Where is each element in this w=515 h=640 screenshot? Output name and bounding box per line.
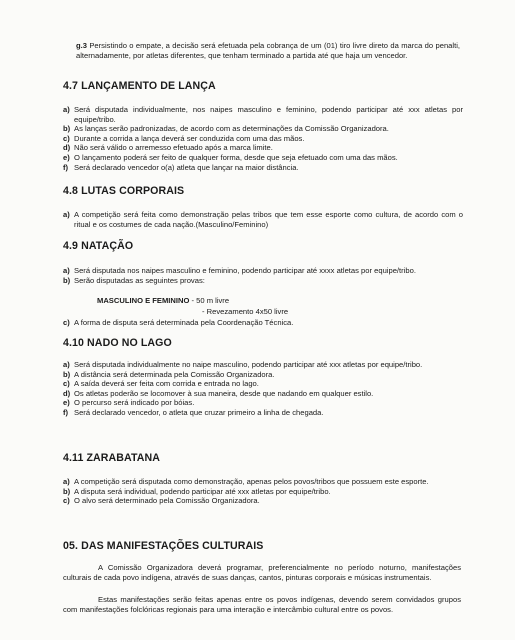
section-4-9-list (63, 266, 463, 285)
list-item: f) Será declarado vencedor o(a) atleta que lançar na maior distância. (63, 162, 299, 172)
section-heading-4-7: 4.7 LANÇAMENTO DE LANÇA (63, 80, 216, 92)
list-item: f) Será declarado vencedor, o atleta que cruzar primeiro a linha de chegada. (63, 407, 324, 417)
list-item: b) Serão disputadas as seguintes provas: (63, 275, 205, 285)
list-item: a) Será disputada individualmente no naipe masculino, podendo participar até xxx atletas por equipe/tribo. (63, 360, 423, 369)
list-item: d) Os atletas poderão se locomover à sua maneira, desde que nadando em qualquer estilo. (63, 388, 374, 398)
list-item: c) O alvo será determinado pela Comissão Organizadora. (63, 496, 260, 506)
list-item: a) Será disputada individualmente, nos naipes masculino e feminino, podendo participar até xxx atletas por equipe/tribo. (63, 105, 463, 124)
event-text: - 50 m livre (189, 296, 230, 305)
section-heading-4-8: 4.8 LUTAS CORPORAIS (63, 185, 185, 197)
list-item: e) O percurso será indicado por bóias. (63, 398, 195, 408)
section-4-11-list (63, 477, 463, 506)
section-4-10-list (63, 360, 463, 418)
paragraph-cultural-2: Estas manifestações serão feitas apenas entre os povos indígenas, devendo serem convidados grupos com manifestações folclóricas regionais para uma interação e intercâmbio cultural entre os povos. (63, 595, 461, 614)
section-heading-05: 05. DAS MANIFESTAÇÕES CULTURAIS (63, 540, 264, 552)
paragraph-text: Persistindo o empate, a decisão será efetuada pela cobrança de um (01) tiro livre direto da marca do penalti, alternadamente, por atletas diferentes, que tenham terminado a partida até que haja um vencedor. (76, 41, 460, 60)
list-item: c) A forma de disputa será determinada pela Coordenação Técnica. (63, 318, 294, 327)
list-item: a) Será disputada nos naipes masculino e feminino, podendo participar até xxxx atletas por equipe/tribo. (63, 266, 416, 275)
paragraph-marker: g.3 (76, 41, 87, 50)
section-4-9-list-c (63, 318, 463, 328)
list-item: b) A disputa será individual, podendo participar até xxx atletas por equipe/tribo. (63, 486, 331, 496)
section-4-8-list (63, 210, 463, 229)
list-item: c) Durante a corrida a lança deverá ser conduzida com uma das mãos. (63, 133, 305, 143)
list-item: a) A competição será feita como demonstração pelas tribos que tem esse esporte como cultura, de acordo com o ritual e os costumes de cada nação.(Masculino/Feminino) (63, 210, 463, 229)
event-label: MASCULINO E FEMININO (97, 296, 190, 305)
event-line-1 (97, 296, 229, 306)
section-heading-4-11: 4.11 ZARABATANA (63, 452, 161, 464)
list-item: d) Não será válido o arremesso efetuado após a marca limite. (63, 143, 273, 153)
section-4-7-list (63, 105, 463, 172)
list-item: b) As lanças serão padronizadas, de acordo com as determinações da Comissão Organizadora. (63, 124, 389, 134)
section-heading-4-10: 4.10 NADO NO LAGO (63, 337, 172, 349)
paragraph-cultural-1: A Comissão Organizadora deverá programar, preferencialmente no período noturno, manifestações culturais de cada povo indígena, através de suas danças, cantos, pinturas corporais e músicas instrumentais. (63, 563, 461, 582)
event-line-2: - Revezamento 4x50 livre (202, 307, 289, 316)
paragraph-g3 (76, 41, 460, 60)
list-item: c) A saída deverá ser feita com corrida e entrada no lago. (63, 379, 259, 389)
list-item: b) A distância será determinada pela Comissão Organizadora. (63, 369, 275, 379)
list-item: e) O lançamento poderá ser feito de qualquer forma, desde que seja efetuado com uma das mãos. (63, 152, 398, 162)
section-heading-4-9: 4.9 NATAÇÃO (63, 240, 134, 252)
list-item: a) A competição será disputada como demonstração, apenas pelos povos/tribos que possuem este esporte. (63, 477, 429, 486)
